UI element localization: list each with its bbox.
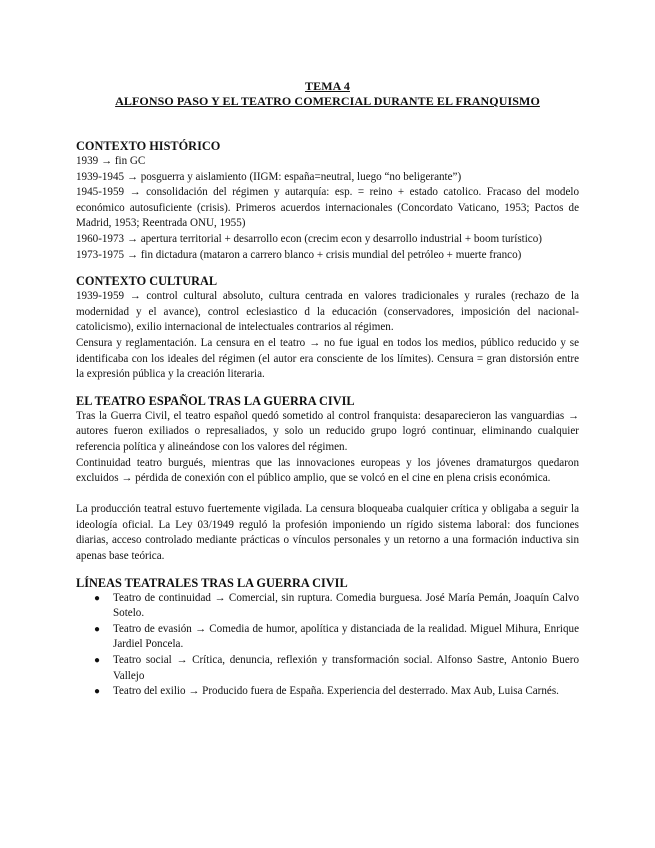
paragraph: Continuidad teatro burgués, mientras que las innovaciones europeas y los jóvenes dramaturgos quedaron excluidos → pérdida de conexión con el público amplio, que se volcó en el cine en plena crisis económica. (76, 456, 579, 485)
list-item (76, 653, 579, 684)
timeline-line: 1973-1975 → fin dictadura (mataron a carrero blanco + crisis mundial del petróleo + muerte franco) (76, 248, 522, 261)
paragraph-spacer (76, 487, 579, 503)
section-contexto-historico (76, 138, 579, 263)
paragraph: Censura y reglamentación. La censura en el teatro → no fue igual en todos los medios, público reducido y se identificaba con los ideales del régimen (el autor era consciente de los límites). Censura = gran distorsión entre la expresión pública y la creación literaria. (76, 336, 579, 381)
paragraph: La producción teatral estuvo fuertemente vigilada. La censura bloqueaba cualquier crítica y obligaba a seguir la ideología oficial. La Ley 03/1949 reguló la profesión imponiendo un rígido sistema laboral: dos funciones diarias, acceso controlado mediante prácticas o vínculos personales y un retorno a una formación inductiva sin apenas base teórica. (76, 503, 579, 563)
section-contexto-cultural (76, 273, 579, 383)
timeline-line: 1939-1945 → posguerra y aislamiento (IIGM: españa=neutral, luego “no beligerante”) (76, 170, 462, 183)
section-lineas-teatrales (76, 575, 579, 700)
section-heading-contexto-cultural: CONTEXTO CULTURAL (76, 274, 218, 289)
bullet-list (76, 591, 579, 700)
document-title: TEMA 4 (305, 79, 350, 93)
section-teatro-espanol (76, 393, 579, 565)
bullet-icon: ● (94, 623, 101, 635)
section-heading-teatro-espanol: EL TEATRO ESPAÑOL TRAS LA GUERRA CIVIL (76, 393, 355, 408)
timeline-line: 1939 → fin GC (76, 155, 146, 167)
list-item-text: Teatro de evasión → Comedia de humor, apolítica y distanciada de la realidad. Miguel Mihura, Enrique Jardiel Poncela. (113, 622, 579, 651)
timeline-line: 1960-1973 → apertura territorial + desarrollo econ (crecim econ y desarrollo industrial + boom turístico) (76, 232, 542, 245)
section-heading-lineas-teatrales: LÍNEAS TEATRALES TRAS LA GUERRA CIVIL (76, 575, 348, 590)
bullet-icon: ● (94, 592, 101, 604)
list-item (76, 622, 579, 653)
list-item (76, 684, 579, 700)
bullet-icon: ● (94, 686, 101, 698)
paragraph: 1939-1959 → control cultural absoluto, cultura centrada en valores tradicionales y rurales (rechazo de la modernidad y el avance), control eclesiastico d la educación (conservadores, imposición del nacional-catolicismo), exilio internacional de intelectuales contrarios al régimen. (76, 290, 579, 334)
list-item-text: Teatro social → Crítica, denuncia, reflexión y transformación social. Alfonso Sastre, Antonio Buero Vallejo (113, 654, 579, 682)
list-item-text: Teatro de continuidad → Comercial, sin ruptura. Comedia burguesa. José María Pemán, Joaquín Calvo Sotelo. (113, 591, 579, 620)
list-item-text: Teatro del exilio → Producido fuera de España. Experiencia del desterrado. Max Aub, Luisa Carnés. (113, 685, 559, 698)
paragraph: Tras la Guerra Civil, el teatro español quedó sometido al control franquista: desaparecieron las vanguardias → autores fueron exiliados o represaliados, y solo un reducido grupo logró continuar, eliminando cualquier referencia política y alineándose con los valores del régimen. (76, 409, 579, 453)
list-item (76, 591, 579, 622)
bullet-icon: ● (94, 655, 101, 667)
document-body (76, 138, 579, 700)
section-heading-contexto-historico: CONTEXTO HISTÓRICO (76, 139, 221, 153)
timeline-line: 1945-1959 → consolidación del régimen y autarquía: esp. = reino + estado catolico. Fracaso del modelo económico autosuficiente (crisis). Primeros acuerdos internacionales (Concordato Vaticano, 1953; Pactos de Madrid, 1953; Reentrada ONU, 1955) (76, 186, 579, 230)
document-subtitle: ALFONSO PASO Y EL TEATRO COMERCIAL DURANTE EL FRANQUISMO (115, 94, 540, 108)
